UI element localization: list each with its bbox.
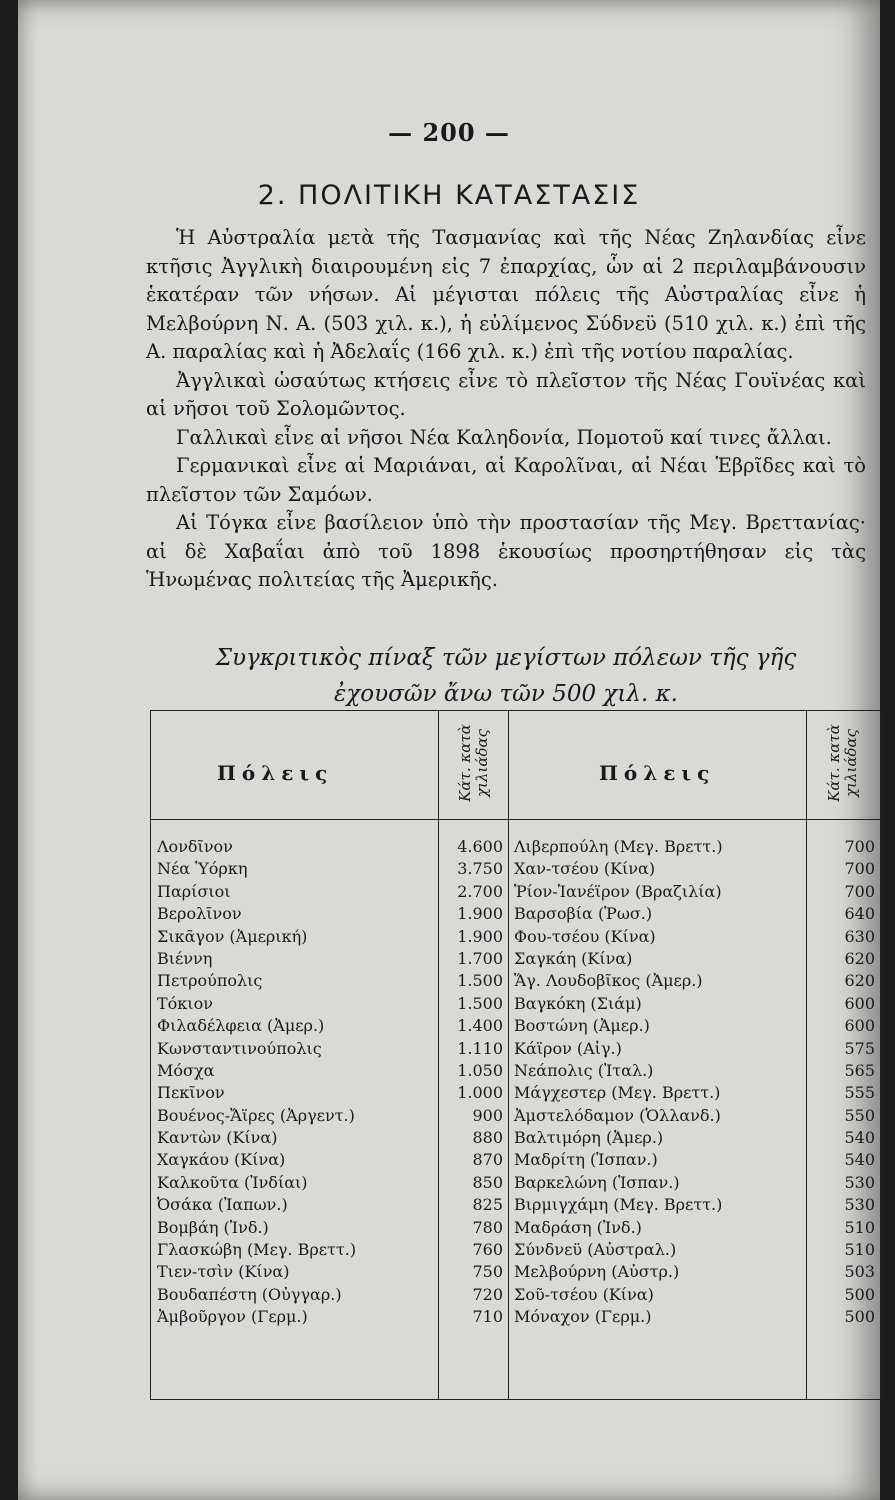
city-name: Καλκοῦτα (Ἰνδίαι)	[157, 1172, 308, 1192]
population-value: 780	[472, 1217, 503, 1237]
table-caption-line-1: Συγκριτικὸς πίναξ τῶν μεγίστων πόλεων τῆς γῆς	[215, 645, 797, 671]
city-name: Βαρσοβία (Ῥωσ.)	[514, 904, 653, 924]
body-text	[146, 224, 866, 595]
population-value: 620	[844, 971, 875, 991]
city-name: Κάϊρον (Αἰγ.)	[514, 1038, 622, 1058]
city-name: Τόκιον	[157, 993, 213, 1013]
paragraph-1: Ἡ Αὐστραλία μετὰ τῆς Τασμανίας καὶ τῆς Νέας Ζηλανδίας εἶνε κτῆσις Ἀγγλικὴ διαιρουμένη εἰς 7 ἐπαρχίας, ὧν αἱ 2 περιλαμβάνουσιν ἑκατέραν τῶν νήσων. Αἱ μέγισται πόλεις τῆς Αὐστραλίας εἶνε ἡ Μελβούρνη Ν. Α. (503 χιλ. κ.), ἡ εὐλίμενος Σύδνεϋ (510 χιλ. κ.) ἐπὶ τῆς Α. παραλίας καὶ ἡ Ἀδελαΐς (166 χιλ. κ.) ἐπὶ τῆς νοτίου παραλίας.	[146, 226, 866, 363]
population-value: 700	[844, 837, 875, 856]
city-name: Βουένος-Ἄϊρες (Ἀργεντ.)	[157, 1105, 355, 1125]
population-value: 600	[844, 1016, 875, 1036]
header-pop-left	[446, 719, 502, 807]
cities-table	[150, 710, 882, 1400]
population-value: 550	[844, 1105, 875, 1125]
header-pop-left-line-1: Κάτ. κατὰ	[456, 724, 475, 802]
city-name: Μαδράση (Ἰνδ.)	[514, 1217, 642, 1237]
population-value: 1.500	[457, 971, 503, 991]
population-value: 630	[844, 926, 875, 946]
population-value: 500	[844, 1284, 875, 1304]
city-name: Ῥίον-Ἰανέϊρον (Βραζιλία)	[514, 881, 722, 901]
population-value: 540	[844, 1128, 875, 1148]
city-name: Μάγχεστερ (Μεγ. Βρεττ.)	[514, 1083, 721, 1103]
page-number: — 200 —	[388, 118, 510, 147]
population-value: 3.750	[457, 859, 503, 879]
city-name: Μόναχον (Γερμ.)	[514, 1307, 652, 1327]
city-name: Πετρούπολις	[157, 971, 263, 991]
city-name: Ἀμβοῦργον (Γερμ.)	[157, 1307, 308, 1327]
population-value: 850	[472, 1172, 503, 1192]
header-pop-right-line-2: χιλιάδας	[842, 728, 861, 798]
paragraph-5: Αἱ Τόγκα εἶνε βασίλειον ὑπὸ τὴν προστασίαν τῆς Μεγ. Βρεττανίας· αἱ δὲ Χαβαΐαι ἀπὸ τοῦ 1898 ἑκουσίως προσηρτήθησαν εἰς τὰς Ἡνωμένας πολιτείας τῆς Ἀμερικῆς.	[146, 511, 866, 591]
right-pop-column	[809, 836, 875, 1329]
population-value: 1.050	[457, 1060, 503, 1080]
city-name: Σύνδνεϋ (Αὐστραλ.)	[514, 1240, 677, 1260]
paragraph-4: Γερμανικαὶ εἶνε αἱ Μαριάναι, αἱ Καρολῖναι, αἱ Νέαι Ἑβρῖδες καὶ τὸ πλεῖστον τῶν Σαμόων.	[146, 454, 866, 506]
city-name: Μελβούρνη (Αὐστρ.)	[514, 1262, 680, 1282]
city-name: Βαλτιμόρη (Ἀμερ.)	[514, 1128, 664, 1148]
population-value: 1.500	[457, 993, 503, 1013]
city-name: Βερολῖνον	[157, 904, 242, 924]
city-name: Φιλαδέλφεια (Ἀμερ.)	[157, 1016, 325, 1036]
city-name: Πεκῖνον	[157, 1083, 225, 1103]
header-pop-right-line-1: Κάτ. κατὰ	[825, 724, 844, 802]
population-value: 870	[472, 1150, 503, 1170]
city-name: Λονδῖνον	[157, 837, 233, 856]
header-pop-left-line-2: χιλιάδας	[473, 728, 492, 798]
city-name: Μόσχα	[157, 1060, 215, 1080]
population-value: 700	[844, 881, 875, 901]
population-value: 540	[844, 1150, 875, 1170]
population-value: 600	[844, 993, 875, 1013]
city-name: Φου-τσέου (Κίνα)	[514, 926, 656, 946]
population-value: 750	[472, 1262, 503, 1282]
city-name: Βιέννη	[157, 948, 213, 968]
header-cities-left: Πόλεις	[217, 761, 334, 785]
paragraph-3: Γαλλικαὶ εἶνε αἱ νῆσοι Νέα Καληδονία, Πομοτοῦ καί τινες ἄλλαι.	[176, 425, 832, 449]
city-name: Μαδρίτη (Ἱσπαν.)	[514, 1150, 658, 1170]
city-name: Σικᾶγον (Ἀμερική)	[157, 926, 308, 946]
paragraph-2: Ἀγγλικαὶ ὡσαύτως κτήσεις εἶνε τὸ πλεῖστον τῆς Νέας Γουϊνέας καὶ αἱ νῆσοι τοῦ Σολομῶντος.	[146, 368, 866, 420]
population-value: 4.600	[457, 837, 503, 856]
population-value: 565	[844, 1060, 875, 1080]
city-name: Νέα Ὑόρκη	[157, 859, 248, 879]
city-name: Βοστώνη (Ἀμερ.)	[514, 1016, 650, 1036]
left-city-column	[157, 836, 435, 1329]
population-value: 1.000	[457, 1083, 503, 1103]
population-value: 710	[472, 1307, 503, 1327]
population-value: 640	[844, 904, 875, 924]
population-value: 900	[472, 1105, 503, 1125]
population-value: 1.700	[457, 948, 503, 968]
city-name: Ὀσάκα (Ἰαπων.)	[157, 1195, 288, 1215]
city-name: Βομβάη (Ἰνδ.)	[157, 1217, 269, 1237]
city-name: Λιβερπούλη (Μεγ. Βρεττ.)	[514, 837, 723, 856]
population-value: 825	[472, 1195, 503, 1215]
city-name: Βαρκελώνη (Ἱσπαν.)	[514, 1172, 680, 1192]
table-caption-line-2: ἐχουσῶν ἄνω τῶν 500 χιλ. κ.	[334, 681, 678, 707]
city-name: Χαν-τσέου (Κίνα)	[514, 859, 656, 879]
population-value: 500	[844, 1307, 875, 1327]
population-value: 1.110	[457, 1038, 503, 1058]
city-name: Βαγκόκη (Σιάμ)	[514, 993, 642, 1013]
population-value: 510	[844, 1240, 875, 1260]
city-name: Βουδαπέστη (Οὐγγαρ.)	[157, 1284, 342, 1304]
city-name: Τιεν-τσὶν (Κίνα)	[157, 1262, 290, 1282]
city-name: Σαγκάη (Κίνα)	[514, 948, 633, 968]
population-value: 760	[472, 1240, 503, 1260]
population-value: 1.900	[457, 926, 503, 946]
city-name: Κωνσταντινούπολις	[157, 1038, 322, 1058]
city-name: Καντὼν (Κίνα)	[157, 1128, 278, 1148]
population-value: 555	[844, 1083, 875, 1103]
population-value: 620	[844, 948, 875, 968]
book-page	[18, 0, 880, 1500]
header-pop-right	[815, 719, 871, 807]
population-value: 530	[844, 1195, 875, 1215]
population-value: 503	[844, 1262, 875, 1282]
city-name: Νεάπολις (Ἰταλ.)	[514, 1060, 654, 1080]
city-name: Ἀμστελόδαμον (Ὁλλανδ.)	[514, 1105, 721, 1125]
city-name: Σοῦ-τσέου (Κίνα)	[514, 1284, 654, 1304]
left-pop-column	[441, 836, 503, 1329]
population-value: 2.700	[457, 881, 503, 901]
table-caption	[146, 640, 866, 712]
city-name: Γλασκώβη (Μεγ. Βρεττ.)	[157, 1240, 357, 1260]
population-value: 1.900	[457, 904, 503, 924]
right-city-column	[514, 836, 802, 1329]
city-name: Χαγκάου (Κίνα)	[157, 1150, 286, 1170]
population-value: 880	[472, 1128, 503, 1148]
section-title: 2. ΠΟΛΙΤΙΚΗ ΚΑΤΑΣΤΑΣΙΣ	[257, 180, 641, 211]
city-name: Παρίσιοι	[157, 881, 231, 901]
city-name: Βιρμιγχάμη (Μεγ. Βρεττ.)	[514, 1195, 723, 1215]
population-value: 575	[844, 1038, 875, 1058]
population-value: 1.400	[457, 1016, 503, 1036]
city-name: Ἅγ. Λουδοβῖκος (Ἀμερ.)	[514, 971, 703, 991]
population-value: 720	[472, 1284, 503, 1304]
population-value: 510	[844, 1217, 875, 1237]
header-cities-right: Πόλεις	[599, 761, 716, 785]
population-value: 530	[844, 1172, 875, 1192]
population-value: 700	[844, 859, 875, 879]
